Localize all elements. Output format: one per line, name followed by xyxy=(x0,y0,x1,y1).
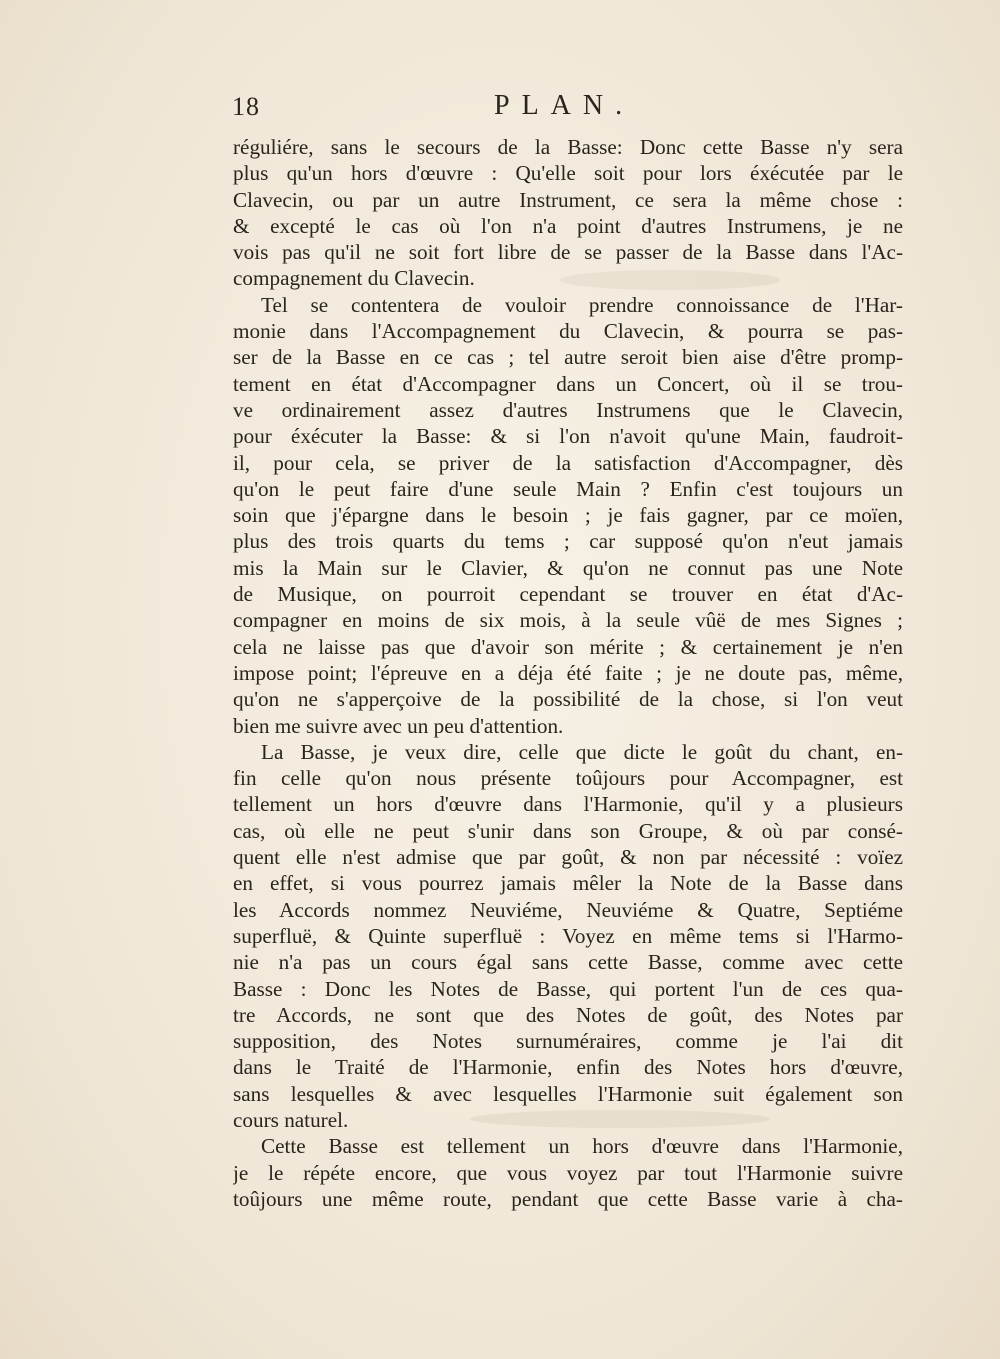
text-line: impose point; l'épreuve en a déja été faite ; je ne doute pas, même, xyxy=(233,660,903,685)
text-line: toûjours une même route, pendant que cette Basse varie à cha- xyxy=(233,1186,903,1211)
text-line: & excepté le cas où l'on n'a point d'autres Instrumens, je ne xyxy=(233,213,903,238)
text-line: il, pour cela, se priver de la satisfaction d'Accompagner, dès xyxy=(233,450,903,475)
text-line: qu'on ne s'apperçoive de la possibilité de la chose, si l'on veut xyxy=(233,687,903,712)
text-line: ve ordinairement assez d'autres Instrumens que le Clavecin, xyxy=(233,397,903,422)
text-line: pour éxécuter la Basse: & si l'on n'avoit qu'une Main, faudroit- xyxy=(233,424,903,449)
text-line: sans lesquelles & avec lesquelles l'Harmonie suit également son xyxy=(233,1081,903,1106)
text-line: tellement un hors d'œuvre dans l'Harmonie, qu'il y a plusieurs xyxy=(233,792,903,817)
text-line: cours naturel. xyxy=(233,1107,349,1132)
text-line: tement en état d'Accompagner dans un Concert, où il se trou- xyxy=(233,371,903,396)
text-line: mis la Main sur le Clavier, & qu'on ne connut pas une Note xyxy=(233,555,903,580)
text-line: plus des trois quarts du tems ; car supposé qu'on n'eut jamais xyxy=(233,529,903,554)
text-line: dans le Traité de l'Harmonie, enfin des Notes hors d'œuvre, xyxy=(233,1055,903,1080)
text-line: bien me suivre avec un peu d'attention. xyxy=(233,713,564,738)
text-line: ser de la Basse en ce cas ; tel autre seroit bien aise d'être promp- xyxy=(233,345,903,370)
text-line: compagner en moins de six mois, à la seule vûë de mes Signes ; xyxy=(233,608,903,633)
page-number: 18 xyxy=(232,92,260,121)
paragraph-start-line: Tel se contentera de vouloir prendre connoissance de l'Har- xyxy=(261,292,903,317)
text-line: quent elle n'est admise que par goût, & non par nécessité : voïez xyxy=(233,845,903,870)
text-line: monie dans l'Accompagnement du Clavecin, & pourra se pas- xyxy=(233,319,903,344)
text-line: cela ne laisse pas que d'avoir son mérite ; & certainement je n'en xyxy=(233,634,903,659)
paragraph-start-line: La Basse, je veux dire, celle que dicte le goût du chant, en- xyxy=(261,739,903,764)
text-line: je le répéte encore, que vous voyez par tout l'Harmonie suivre xyxy=(233,1160,903,1185)
body-text xyxy=(233,134,903,1212)
text-line: plus qu'un hors d'œuvre : Qu'elle soit pour lors éxécutée par le xyxy=(233,161,903,186)
text-line: vois pas qu'il ne soit fort libre de se passer de la Basse dans l'Ac- xyxy=(233,240,903,265)
text-line: fin celle qu'on nous présente toûjours pour Accompagner, est xyxy=(233,766,903,791)
text-line: les Accords nommez Neuviéme, Neuviéme & Quatre, Septiéme xyxy=(233,897,903,922)
text-line: de Musique, on pourroit cependant se trouver en état d'Ac- xyxy=(233,582,903,607)
text-line: cas, où elle ne peut s'unir dans son Groupe, & où par consé- xyxy=(233,818,903,843)
text-line: Basse : Donc les Notes de Basse, qui portent l'un de ces qua- xyxy=(233,976,903,1001)
text-line: Clavecin, ou par un autre Instrument, ce sera la même chose : xyxy=(233,187,903,212)
text-line: soin que j'épargne dans le besoin ; je fais gagner, par ce moïen, xyxy=(233,503,903,528)
text-line: supposition, des Notes surnuméraires, comme je l'ai dit xyxy=(233,1029,903,1054)
text-line: en effet, si vous pourrez jamais mêler la Note de la Basse dans xyxy=(233,871,903,896)
text-line: superfluë, & Quinte superfluë : Voyez en même tems si l'Harmo- xyxy=(233,923,903,948)
text-line: réguliére, sans le secours de la Basse: Donc cette Basse n'y sera xyxy=(233,135,903,159)
page-header xyxy=(232,92,904,132)
text-line: nie n'a pas un cours égal sans cette Basse, comme avec cette xyxy=(233,950,903,975)
paragraph-start-line: Cette Basse est tellement un hors d'œuvre dans l'Harmonie, xyxy=(261,1134,903,1159)
running-head: PLAN. xyxy=(494,90,635,121)
text-line: qu'on le peut faire d'une seule Main ? Enfin c'est toujours un xyxy=(233,476,903,501)
text-line: tre Accords, ne sont que des Notes de goût, des Notes par xyxy=(233,1002,903,1027)
text-line: compagnement du Clavecin. xyxy=(233,266,475,291)
